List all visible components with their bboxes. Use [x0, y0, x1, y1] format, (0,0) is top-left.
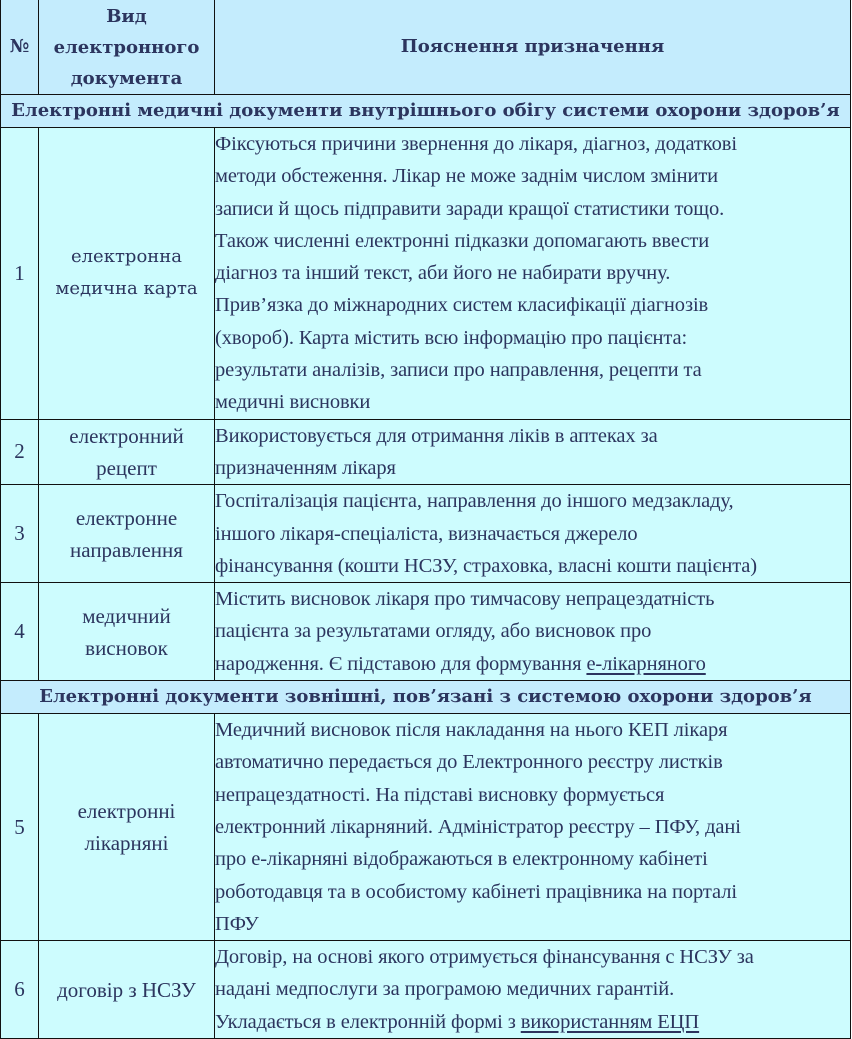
header-number: № [1, 0, 39, 95]
purpose-description: Фіксуються причини звернення до лікаря, діагноз, додаткові методи обстеження. Лікар не може заднім числом змінити записи й щось підправити заради кращої статистики тощо. Також численні електронні підказки допомагають ввести діагноз та інший текст, аби його не набирати вручну. Прив’язка до міжнародних систем класифікації діагнозів (хвороб). Карта містить всю інформацію про пацієнта: результати аналізів, записи про направлення, рецепти та медичні висновки [215, 128, 851, 420]
section-title: Електронні медичні документи внутрішнього обігу системи охорони здоров’я [1, 95, 851, 128]
document-type: договір з НСЗУ [39, 941, 215, 1039]
section-row-internal [1, 95, 851, 128]
table-header-row [1, 0, 851, 95]
document-type: електронна медична карта [39, 128, 215, 420]
document-type: електронний рецепт [39, 419, 215, 485]
table-row [1, 419, 851, 485]
table-row [1, 941, 851, 1039]
table-row [1, 583, 851, 681]
header-purpose: Пояснення призначення [215, 0, 851, 95]
row-number: 3 [1, 485, 39, 583]
row-number: 6 [1, 941, 39, 1039]
purpose-description: Містить висновок лікаря про тимчасову непрацездатність пацієнта за результатами огляду, або висновок про народження. Є підставою для формування е-лікарняного [215, 583, 851, 681]
header-document-type: Вид електронного документа [39, 0, 215, 95]
document-type: електронне направлення [39, 485, 215, 583]
row-number: 2 [1, 419, 39, 485]
purpose-description: Використовується для отримання ліків в аптеках за призначенням лікаря [215, 419, 851, 485]
row-number: 5 [1, 714, 39, 941]
purpose-description: Госпіталізація пацієнта, направлення до іншого медзакладу, іншого лікаря-спеціаліста, визначається джерело фінансування (кошти НСЗУ, страховка, власні кошти пацієнта) [215, 485, 851, 583]
table-row [1, 485, 851, 583]
document-type: електронні лікарняні [39, 714, 215, 941]
table-row [1, 128, 851, 420]
document-type: медичний висновок [39, 583, 215, 681]
e-sick-leave-link[interactable]: е-лікарняного [586, 652, 706, 675]
section-title: Електронні документи зовнішні, пов’язані з системою охорони здоров’я [1, 681, 851, 714]
row-number: 1 [1, 128, 39, 420]
purpose-description: Медичний висновок після накладання на нього КЕП лікаря автоматично передається до Електронного реєстру листків непрацездатності. На підставі висновку формується електронний лікарняний. Адміністратор реєстру – ПФУ, дані про е-лікарняні відображаються в електронному кабінеті роботодавця та в особистому кабінеті працівника на порталі ПФУ [215, 714, 851, 941]
digital-signature-link[interactable]: використанням ЕЦП [520, 1010, 700, 1033]
table-row [1, 714, 851, 941]
purpose-description: Договір, на основі якого отримується фінансування с НСЗУ за надані медпослуги за програмою медичних гарантій. Укладається в електронній формі з використанням ЕЦП [215, 941, 851, 1039]
section-row-external [1, 681, 851, 714]
row-number: 4 [1, 583, 39, 681]
